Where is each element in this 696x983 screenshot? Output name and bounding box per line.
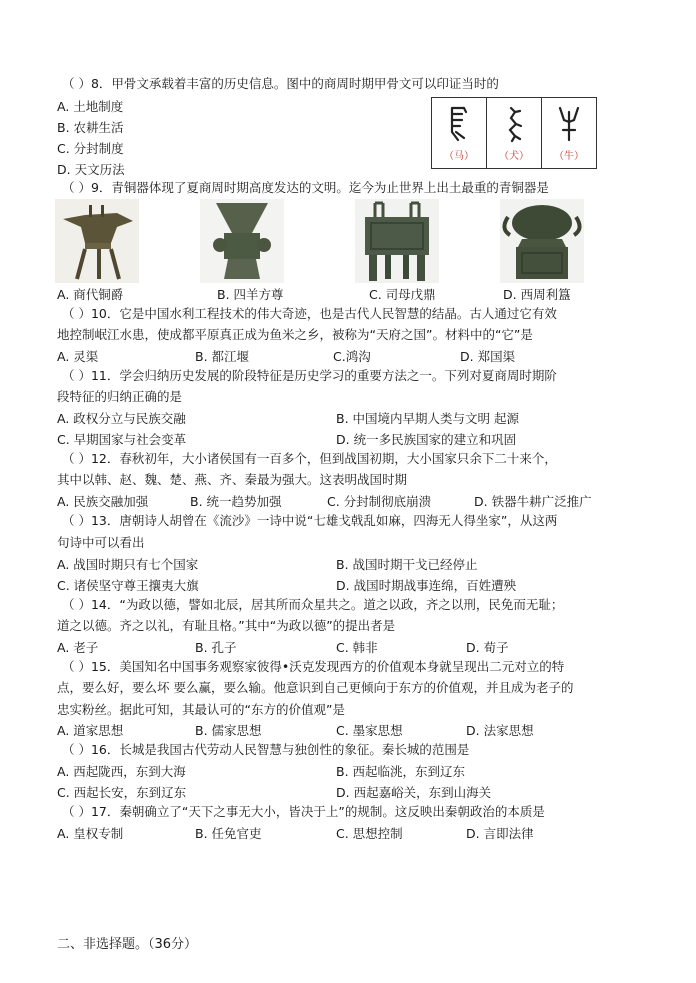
q13-option-b: B. 战国时期干戈已经停止 (336, 557, 478, 572)
bronze-gui-icon (500, 199, 584, 283)
q11-line-1: （ ）11．学会归纳历史发展的阶段特征是历史学习的重要方法之一。下列对夏商周时期阶 (62, 368, 557, 383)
q9-stem: （ ）9．青铜器体现了夏商周时期高度发达的文明。迄今为止世界上出土最重的青铜器是 (62, 180, 549, 195)
q15-option-a: A. 道家思想 (57, 723, 124, 738)
q13-option-c: C. 诸侯坚守尊王攘夷大旗 (57, 578, 199, 593)
q15-option-d: D. 法家思想 (466, 723, 534, 738)
q11-option-a: A. 政权分立与民族交融 (57, 411, 186, 426)
q15-line-1: （ ）15．美国知名中国事务观察家彼得•沃克发现西方的价值观本身就呈现出二元对立的特 (62, 659, 565, 674)
q16-option-c: C. 西起长安，东到辽东 (57, 785, 187, 800)
q10-option-d: D. 郑国渠 (460, 349, 516, 364)
q9-option-a: A. 商代铜爵 (57, 287, 124, 302)
q10-option-b: B. 都江堰 (195, 349, 250, 364)
oracle-dog-glyph-icon (499, 104, 529, 144)
q17-option-d: D. 言即法律 (466, 826, 534, 841)
q14-line-1: （ ）14．“为政以德，譬如北辰，居其所而众星共之。道之以政，齐之以刑，民免而无耻； (62, 597, 564, 612)
q10-option-c: C.鸿沟 (333, 349, 371, 364)
q15-line-2: 点，要么好，要么坏 要么赢，要么输。他意识到自己更倾向于东方的价值观，并且成为老子的 (57, 680, 574, 695)
q17-option-a: A. 皇权专制 (57, 826, 124, 841)
q13-option-a: A. 战国时期只有七个国家 (57, 557, 199, 572)
q15-option-b: B. 儒家思想 (195, 723, 262, 738)
q11-line-2: 段特征的归纳正确的是 (57, 389, 183, 404)
q11-option-d: D. 统一多民族国家的建立和巩固 (336, 432, 517, 447)
q9-option-b: B. 四羊方尊 (217, 287, 284, 302)
bronze-zun-icon (200, 199, 284, 283)
oracle-ox-glyph-icon (554, 104, 584, 144)
bronze-ding-icon (355, 199, 439, 283)
oracle-caption-dog: （犬） (499, 151, 529, 162)
oracle-cell-horse (432, 98, 487, 168)
q13-option-d: D. 战国时期战事连绵，百姓遭殃 (336, 578, 517, 593)
q14-line-2: 道之以德。齐之以礼，有耻且格。”其中“为政以德”的提出者是 (57, 618, 396, 633)
q13-line-1: （ ）13．唐朝诗人胡曾在《流沙》一诗中说“七雄戈戟乱如麻，四海无人得坐家”，从这两 (62, 513, 558, 528)
q14-option-a: A. 老子 (57, 640, 99, 655)
oracle-caption-horse: （马） (444, 151, 474, 162)
bronze-jue-icon (55, 199, 139, 283)
q8-stem: （ ）8．甲骨文承载着丰富的历史信息。图中的商周时期甲骨文可以印证当时的 (62, 76, 499, 91)
q11-option-c: C. 早期国家与社会变革 (57, 432, 187, 447)
q14-option-d: D. 荀子 (466, 640, 509, 655)
q12-option-c: C. 分封制彻底崩溃 (327, 494, 432, 509)
q9-option-d: D. 西周利簋 (503, 287, 571, 302)
q10-line-1: （ ）10．它是中国水利工程技术的伟大奇迹，也是古代人民智慧的结晶。古人通过它有效 (62, 306, 557, 321)
q9-option-c: C. 司母戊鼎 (369, 287, 436, 302)
q8-option-c: C. 分封制度 (57, 141, 124, 156)
q12-line-2: 其中以韩、赵、魏、楚、燕、齐、秦最为强大。这表明战国时期 (57, 472, 408, 487)
q16-option-d: D. 西起嘉峪关，东到山海关 (336, 785, 492, 800)
q17-option-b: B. 任免官吏 (195, 826, 262, 841)
q16-option-a: A. 西起陇西，东到大海 (57, 764, 186, 779)
q15-option-c: C. 墨家思想 (336, 723, 403, 738)
q16-stem: （ ）16．长城是我国古代劳动人民智慧与独创性的象征。秦长城的范围是 (62, 742, 470, 757)
q12-line-1: （ ）12．春秋初年，大小诸侯国有一百多个，但到战国初期，大小国家只余下二十来个， (62, 451, 557, 466)
q15-line-3: 忠实粉丝。据此可知，其最认可的“东方的价值观”是 (57, 702, 345, 717)
q14-option-b: B. 孔子 (195, 640, 237, 655)
oracle-cell-ox (542, 98, 596, 168)
q17-stem: （ ）17．秦朝确立了“天下之事无大小，皆决于上”的规制。这反映出秦朝政治的本质是 (62, 804, 545, 819)
oracle-horse-glyph-icon (444, 104, 474, 144)
q10-option-a: A. 灵渠 (57, 349, 99, 364)
q8-option-a: A. 土地制度 (57, 99, 124, 114)
q17-option-c: C. 思想控制 (336, 826, 403, 841)
oracle-cell-dog (487, 98, 542, 168)
q16-option-b: B. 西起临洮，东到辽东 (336, 764, 466, 779)
section-2-heading: 二、非选择题。（36分） (57, 937, 198, 952)
oracle-caption-ox: （牛） (554, 151, 584, 162)
q8-option-d: D. 天文历法 (57, 162, 125, 177)
q11-option-b: B. 中国境内早期人类与文明 起源 (336, 411, 519, 426)
q12-option-a: A. 民族交融加强 (57, 494, 149, 509)
q10-line-2: 地控制岷江水患，使成都平原真正成为鱼米之乡，被称为“天府之国”。材料中的“它”是 (57, 327, 533, 342)
q8-option-b: B. 农耕生活 (57, 120, 124, 135)
q14-option-c: C. 韩非 (336, 640, 378, 655)
q12-option-d: D. 铁器牛耕广泛推广 (474, 494, 592, 509)
oracle-bone-script-figure (431, 97, 597, 169)
q13-line-2: 句诗中可以看出 (57, 535, 145, 550)
q12-option-b: B. 统一趋势加强 (190, 494, 282, 509)
